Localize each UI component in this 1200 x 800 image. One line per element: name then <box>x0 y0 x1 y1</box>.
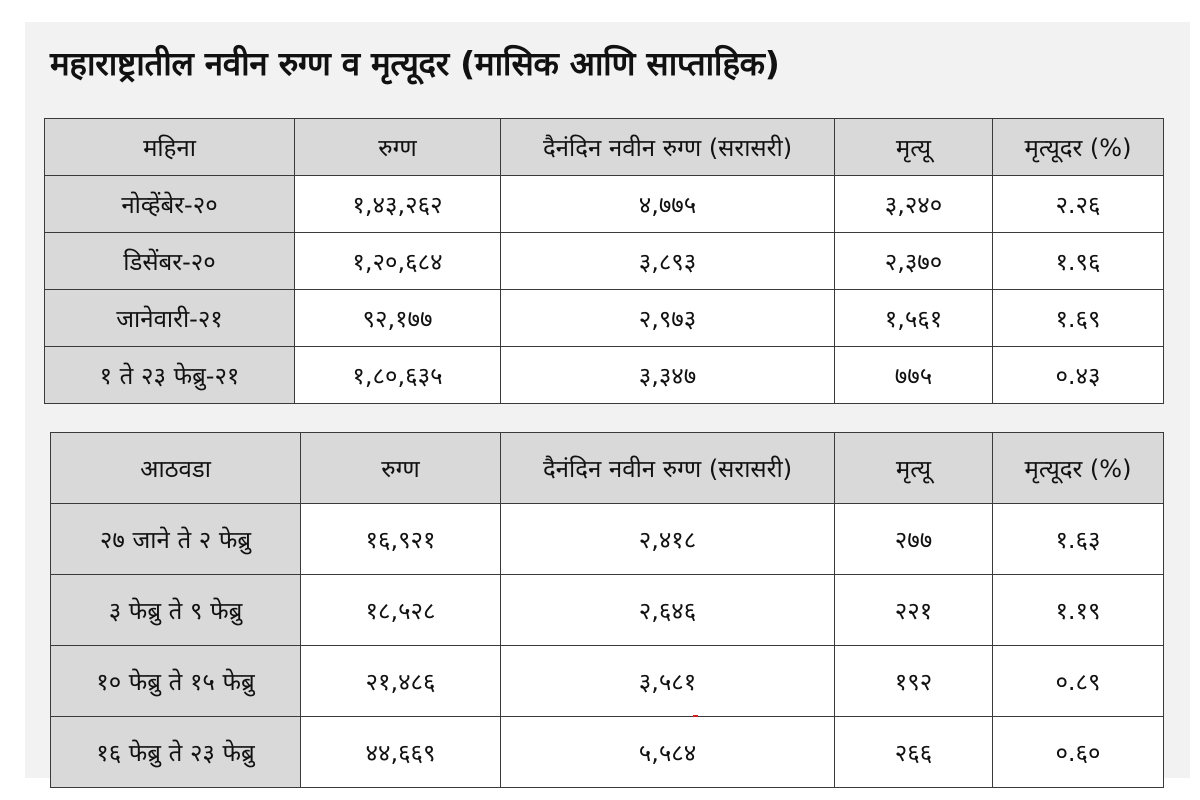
cases-cell: १,४३,२६२ <box>295 176 501 233</box>
table-row <box>45 176 1164 233</box>
deaths-cell: १९२ <box>835 646 993 717</box>
week-cell: २७ जाने ते २ फेब्रु <box>51 504 301 575</box>
monthly-header-daily-avg: दैनंदिन नवीन रुग्ण (सरासरी) <box>501 119 835 176</box>
month-cell: डिसेंबर-२० <box>45 233 295 290</box>
cases-cell: ४४,६६९ <box>301 717 501 788</box>
weekly-header-row <box>51 433 1164 504</box>
daily-avg-cell: ३,३४७ <box>501 347 835 404</box>
table-row <box>51 646 1164 717</box>
daily-avg-cell: ४,७७५ <box>501 176 835 233</box>
table-row <box>51 717 1164 788</box>
daily-avg-cell: २,६४६ <box>501 575 835 646</box>
table-row <box>51 575 1164 646</box>
deaths-cell: २६६ <box>835 717 993 788</box>
monthly-table <box>44 118 1164 404</box>
death-rate-cell: १.६३ <box>993 504 1164 575</box>
death-rate-cell: ०.८९ <box>993 646 1164 717</box>
table-row <box>45 290 1164 347</box>
week-cell: १६ फेब्रु ते २३ फेब्रु <box>51 717 301 788</box>
monthly-header-cases: रुग्ण <box>295 119 501 176</box>
daily-avg-cell: ३,८९३ <box>501 233 835 290</box>
cases-cell: १,८०,६३५ <box>295 347 501 404</box>
daily-avg-cell: २,४१८ <box>501 504 835 575</box>
deaths-cell: १,५६१ <box>835 290 993 347</box>
week-cell: १० फेब्रु ते १५ फेब्रु <box>51 646 301 717</box>
weekly-header-cases: रुग्ण <box>301 433 501 504</box>
deaths-cell: २७७ <box>835 504 993 575</box>
page-title: महाराष्ट्रातील नवीन रुग्ण व मृत्यूदर (मासिक आणि साप्ताहिक) <box>50 44 780 83</box>
monthly-header-month: महिना <box>45 119 295 176</box>
daily-avg-cell: ३,५८१ <box>501 646 835 717</box>
month-cell: नोव्हेंबेर-२० <box>45 176 295 233</box>
death-rate-cell: ०.४३ <box>993 347 1164 404</box>
month-cell: जानेवारी-२१ <box>45 290 295 347</box>
death-rate-cell: १.६९ <box>993 290 1164 347</box>
red-mark-decoration <box>693 715 698 717</box>
death-rate-cell: ०.६० <box>993 717 1164 788</box>
weekly-header-deaths: मृत्यू <box>835 433 993 504</box>
deaths-cell: २२१ <box>835 575 993 646</box>
weekly-header-week: आठवडा <box>51 433 301 504</box>
table-row <box>45 233 1164 290</box>
weekly-header-daily-avg: दैनंदिन नवीन रुग्ण (सरासरी) <box>501 433 835 504</box>
cases-cell: ९२,१७७ <box>295 290 501 347</box>
weekly-table <box>50 432 1164 788</box>
cases-cell: १,२०,६८४ <box>295 233 501 290</box>
table-row <box>45 347 1164 404</box>
weekly-header-death-rate: मृत्यूदर (%) <box>993 433 1164 504</box>
deaths-cell: ३,२४० <box>835 176 993 233</box>
week-cell: ३ फेब्रु ते ९ फेब्रु <box>51 575 301 646</box>
cases-cell: १८,५२८ <box>301 575 501 646</box>
death-rate-cell: २.२६ <box>993 176 1164 233</box>
monthly-header-deaths: मृत्यू <box>835 119 993 176</box>
table-row <box>51 504 1164 575</box>
deaths-cell: २,३७० <box>835 233 993 290</box>
cases-cell: २१,४८६ <box>301 646 501 717</box>
monthly-header-row <box>45 119 1164 176</box>
daily-avg-cell: ५,५८४ <box>501 717 835 788</box>
month-cell: १ ते २३ फेब्रु-२१ <box>45 347 295 404</box>
monthly-header-death-rate: मृत्यूदर (%) <box>993 119 1164 176</box>
daily-avg-cell: २,९७३ <box>501 290 835 347</box>
cases-cell: १६,९२१ <box>301 504 501 575</box>
deaths-cell: ७७५ <box>835 347 993 404</box>
death-rate-cell: १.१९ <box>993 575 1164 646</box>
death-rate-cell: १.९६ <box>993 233 1164 290</box>
